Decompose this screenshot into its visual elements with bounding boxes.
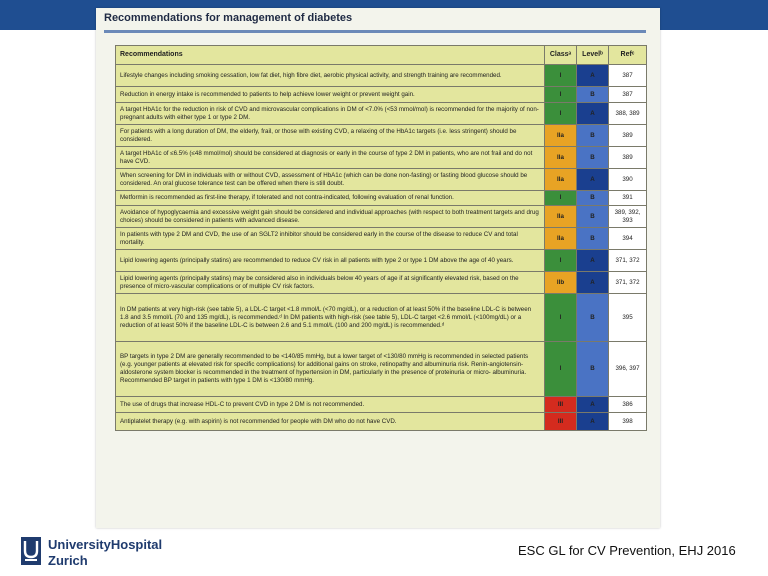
recommendation-text: In DM patients at very high-risk (see table 5), a LDL-C target <1.8 mmol/L (<70 mg/dL), or a reduction of at least 50% if the baseline LDL-C is between 1.8 and 3.5 mmol/L (70 and 135 mg/dL), is recommended.ᵈ In DM patients with high-risk (see table 5), LDL-C target <2.6 mmol/L (<100mg/dL) or a reduction of at least 50% if the baseline LDL-C is between 2.6 and 5.1 mmol/L (100 and 200 mg/dL) is recommended.ᵈ: [116, 294, 545, 342]
level-cell: B: [577, 125, 609, 147]
recommendation-text: A target HbA1c for the reduction in risk of CVD and microvascular complications in DM of <7.0% (<53 mmol/mol) is recommended for the majority of non-pregnant adults with either type 1 or type 2 DM.: [116, 103, 545, 125]
level-cell: B: [577, 228, 609, 250]
ref-cell: 387: [609, 87, 647, 103]
class-cell: III: [545, 413, 577, 431]
table-row: [116, 342, 647, 397]
level-cell: A: [577, 397, 609, 413]
class-cell: I: [545, 103, 577, 125]
recommendation-text: A target HbA1c of ≤6.5% (≤48 mmol/mol) should be considered at diagnosis or early in the course of type 2 DM in patients, who are not frail and do not have CVD.: [116, 147, 545, 169]
level-cell: B: [577, 87, 609, 103]
ref-cell: 389: [609, 147, 647, 169]
class-cell: I: [545, 342, 577, 397]
class-cell: IIa: [545, 125, 577, 147]
level-cell: A: [577, 272, 609, 294]
recommendation-text: Metformin is recommended as first-line therapy, if tolerated and not contra-indicated, following evaluation of renal function.: [116, 191, 545, 206]
table-header-row: [116, 46, 647, 65]
header-class: Classᵃ: [545, 46, 577, 65]
ref-cell: 386: [609, 397, 647, 413]
ref-cell: 394: [609, 228, 647, 250]
table-row: [116, 206, 647, 228]
header-level: Levelᵇ: [577, 46, 609, 65]
recommendation-text: Lipid lowering agents (principally statins) are recommended to reduce CV risk in all patients with type 2 or type 1 DM above the age of 40 years.: [116, 250, 545, 272]
recommendation-text: Lifestyle changes including smoking cessation, low fat diet, high fibre diet, aerobic physical activity, and strength training are recommended.: [116, 65, 545, 87]
table-row: [116, 413, 647, 431]
level-cell: A: [577, 250, 609, 272]
recommendation-text: Lipid lowering agents (principally statins) may be considered also in individuals below 40 years of age if at significantly elevated risk, based on the presence of micro-vascular complications or of multiple CV risk factors.: [116, 272, 545, 294]
level-cell: A: [577, 413, 609, 431]
ref-cell: 389, 392, 393: [609, 206, 647, 228]
class-cell: IIa: [545, 228, 577, 250]
ref-cell: 391: [609, 191, 647, 206]
class-cell: IIa: [545, 169, 577, 191]
table-row: [116, 169, 647, 191]
org-name-line2: Zurich: [48, 553, 88, 568]
recommendation-text: Avoidance of hypoglycaemia and excessive weight gain should be considered and individual approaches (with respect to both treatment targets and drug choices) should be considered in patients with advanced disease.: [116, 206, 545, 228]
ref-cell: 371, 372: [609, 250, 647, 272]
table-row: [116, 272, 647, 294]
level-cell: B: [577, 206, 609, 228]
recommendation-text: The use of drugs that increase HDL-C to prevent CVD in type 2 DM is not recommended.: [116, 397, 545, 413]
recommendation-text: Reduction in energy intake is recommended to patients to help achieve lower weight or prevent weight gain.: [116, 87, 545, 103]
ref-cell: 390: [609, 169, 647, 191]
table-row: [116, 294, 647, 342]
class-cell: IIa: [545, 147, 577, 169]
class-cell: IIa: [545, 206, 577, 228]
class-cell: I: [545, 65, 577, 87]
table-row: [116, 250, 647, 272]
recommendation-text: When screening for DM in individuals with or without CVD, assessment of HbA1c (which can be done non-fasting) or fasting blood glucose should be considered. An oral glucose tolerance test can be offered when there is still doubt.: [116, 169, 545, 191]
ref-cell: 398: [609, 413, 647, 431]
level-cell: B: [577, 191, 609, 206]
panel-title: Recommendations for management of diabetes: [104, 12, 353, 24]
table-row: [116, 103, 647, 125]
level-cell: B: [577, 342, 609, 397]
level-cell: A: [577, 169, 609, 191]
class-cell: I: [545, 87, 577, 103]
table-row: [116, 87, 647, 103]
class-cell: I: [545, 191, 577, 206]
class-cell: III: [545, 397, 577, 413]
table-row: [116, 191, 647, 206]
level-cell: A: [577, 65, 609, 87]
recommendation-text: BP targets in type 2 DM are generally recommended to be <140/85 mmHg, but a lower target of <130/80 mmHg is recommended in selected patients (e.g. younger patients at elevated risk for specific complications) for additional gains on stroke, retinopathy and albuminuria risk. Renin-angiotensin-aldosterone system blocker is recommended in the treatment of hypertension in DM, particularly in the presence of proteinuria or micro- albuminuria. Recommended BP target in patients with type 1 DM is <130/80 mmHg.: [116, 342, 545, 397]
recommendation-text: In patients with type 2 DM and CVD, the use of an SGLT2 inhibitor should be considered early in the course of the disease to reduce CV and total mortality.: [116, 228, 545, 250]
header-recommendations: Recommendations: [116, 46, 545, 65]
ref-cell: 388, 389: [609, 103, 647, 125]
table-row: [116, 397, 647, 413]
level-cell: B: [577, 294, 609, 342]
ref-cell: 389: [609, 125, 647, 147]
level-cell: A: [577, 103, 609, 125]
table-row: [116, 228, 647, 250]
level-cell: B: [577, 147, 609, 169]
table-row: [116, 65, 647, 87]
ref-cell: 396, 397: [609, 342, 647, 397]
university-hospital-logo: [21, 537, 41, 565]
ref-cell: 371, 372: [609, 272, 647, 294]
org-name-line1: UniversityHospital: [48, 537, 163, 552]
header-ref: Refᶜ: [609, 46, 647, 65]
ref-cell: 387: [609, 65, 647, 87]
class-cell: IIb: [545, 272, 577, 294]
class-cell: I: [545, 294, 577, 342]
recommendations-table: [115, 45, 647, 431]
table-row: [116, 147, 647, 169]
citation: ESC GL for CV Prevention, EHJ 2016: [518, 543, 736, 558]
table-row: [116, 125, 647, 147]
ref-cell: 395: [609, 294, 647, 342]
recommendation-text: For patients with a long duration of DM, the elderly, frail, or those with existing CVD, a relaxing of the HbA1c targets (i.e. less stringent) should be considered.: [116, 125, 545, 147]
title-divider: [104, 30, 646, 33]
recommendation-text: Antiplatelet therapy (e.g. with aspirin) is not recommended for people with DM who do not have CVD.: [116, 413, 545, 431]
class-cell: I: [545, 250, 577, 272]
